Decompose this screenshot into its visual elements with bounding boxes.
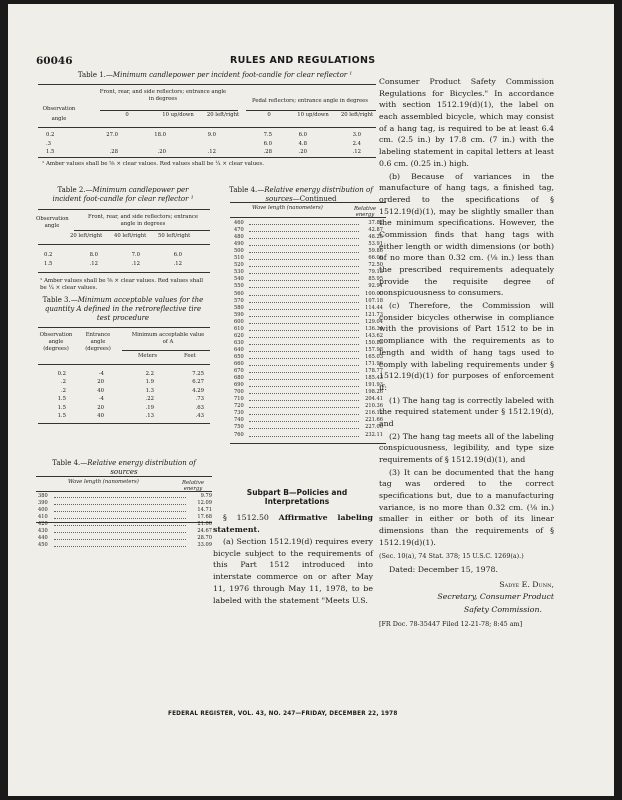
t4-leader	[249, 393, 359, 394]
t3-ent: -4	[98, 371, 104, 377]
t1-front-group: Front, rear, and side reflectors; entrance angle in degrees	[99, 89, 227, 102]
t4-energy: 216.12	[365, 410, 383, 417]
t2-obs: 0.2	[44, 252, 53, 258]
t4-energy: 72.50	[368, 262, 383, 269]
t2-row-header: Observation angle	[36, 216, 69, 229]
t4a-leader	[54, 511, 186, 512]
t4-energy: 92.91	[368, 283, 383, 290]
t4-wavelength: 620	[234, 332, 244, 339]
t3-meters: 1.3	[145, 387, 154, 394]
t4-wavelength: 550	[234, 283, 244, 290]
t4-energy: 107.18	[365, 297, 383, 304]
t4a-wavelength: 440	[38, 535, 48, 542]
t2-cell: .12	[89, 261, 98, 267]
t4-energy: 178.77	[365, 368, 383, 375]
t4-leader	[249, 421, 359, 422]
t1-cell: .12	[207, 149, 216, 155]
t4-wavelength: 720	[234, 403, 244, 410]
t3-obs: 0.2	[57, 371, 66, 377]
t4-wavelength: 490	[234, 241, 244, 248]
t4-energy: 198.26	[365, 389, 383, 396]
t4-leader	[249, 344, 359, 345]
t4-energy: 100.00	[365, 290, 383, 297]
t3-ent: 20	[97, 379, 104, 386]
t3-obs: 1.5	[57, 404, 66, 411]
t1-cell: 9.0	[207, 132, 216, 138]
t4-leader	[249, 407, 359, 408]
t1-cell: 18.0	[154, 132, 166, 138]
t4-wavelength: 540	[234, 276, 244, 283]
t3-col-group: Minimum acceptable value of A	[131, 332, 205, 345]
t1-cell: 27.0	[106, 132, 118, 138]
t1-cell: 7.5	[263, 132, 272, 138]
t4-energy: 157.98	[365, 346, 383, 353]
t4-wavelength: 460	[234, 220, 244, 226]
t4a-leader	[54, 504, 186, 505]
t2-col-group: Front, rear, and side reflectors; entrance angle in degrees	[88, 214, 198, 227]
t3-feet: .43	[195, 413, 204, 419]
t4-wavelength: 760	[234, 431, 244, 438]
t1-obs: 1.5	[46, 149, 55, 155]
t3-meters: 2.2	[145, 371, 154, 377]
table3-caption: Table 3.—Minimum acceptable values for the quantity A defined in the retroreflective tire test procedure	[42, 296, 204, 322]
t4a-energy: 21.00	[197, 521, 212, 528]
t4-leader	[249, 414, 359, 415]
t4-leader	[249, 365, 359, 366]
t4-energy: 48.25	[368, 234, 383, 241]
t2-footnote: ¹ Amber values shall be ⅝ × clear values. Red values shall be ¼ × clear values.	[40, 278, 204, 292]
t4-wavelength: 470	[234, 227, 244, 234]
t3-feet: 6.27	[192, 379, 204, 386]
t4-energy: 42.87	[368, 227, 383, 234]
t4-wavelength: 650	[234, 353, 244, 360]
t3-ent: 40	[97, 387, 104, 394]
t4a-wavelength: 410	[38, 514, 48, 521]
t4-leader	[249, 309, 359, 310]
t1-cell: .12	[352, 149, 361, 155]
t4-leader	[249, 428, 359, 429]
t1-obs: 0.2	[46, 132, 55, 138]
t4-leader	[249, 245, 359, 246]
t3-feet: .63	[195, 404, 204, 411]
t4-leader	[249, 280, 359, 281]
running-title: RULES AND REGULATIONS	[230, 55, 376, 66]
t4-energy: 191.93	[365, 382, 383, 389]
t4a-energy: 12.09	[197, 500, 212, 507]
t3-feet: .73	[195, 396, 204, 403]
t4-leader	[249, 400, 359, 401]
t4a-energy: 9.79	[200, 493, 212, 499]
t4-wavelength: 740	[234, 417, 244, 424]
t4-wavelength: 690	[234, 382, 244, 389]
t4-energy: 114.44	[365, 304, 383, 311]
t1-cell: 2.4	[352, 140, 361, 147]
t4-wavelength: 680	[234, 375, 244, 382]
t4-leader	[249, 330, 359, 331]
t4a-energy: 28.70	[197, 535, 212, 542]
t4-energy: 204.41	[365, 396, 383, 403]
page-footer: FEDERAL REGISTER, VOL. 43, NO. 247—FRIDAY, DECEMBER 22, 1978	[168, 711, 398, 717]
t4-wavelength: 570	[234, 297, 244, 304]
t4-wavelength: 700	[234, 389, 244, 396]
t1-row-header: Observation angle	[42, 106, 76, 123]
t3-feet: 7.25	[192, 371, 204, 377]
subpart-heading: Subpart B—Policies and Interpretations	[246, 488, 348, 507]
t4a-energy: 33.09	[197, 542, 212, 549]
t4a-wavelength: 420	[38, 521, 48, 528]
t4-leader	[249, 287, 359, 288]
t3-meters: .13	[145, 413, 154, 419]
t1-cell: 3.0	[352, 132, 361, 138]
t3-feet: 4.29	[192, 387, 204, 394]
t4-wavelength: 630	[234, 339, 244, 346]
t4a-wavelength: 450	[38, 542, 48, 549]
t4-leader	[249, 266, 359, 267]
t3-col-ent: Entrance angle (degrees)	[85, 332, 111, 352]
t3-col-obs: Observation angle (degrees)	[39, 332, 73, 352]
t4-energy: 185.43	[365, 375, 383, 382]
t4a-leader	[54, 546, 186, 547]
t4-wavelength: 500	[234, 248, 244, 255]
t4a-wavelength: 430	[38, 528, 48, 535]
t4-energy: 59.86	[368, 248, 383, 255]
t4-wavelength: 510	[234, 255, 244, 262]
page-number: 60046	[36, 55, 73, 67]
t4a-energy: 17.68	[197, 514, 212, 521]
t4-wavelength: 600	[234, 318, 244, 325]
t4-energy: 136.34	[365, 325, 383, 332]
t4-leader	[249, 323, 359, 324]
t4a-wavelength: 380	[38, 493, 48, 499]
t4-energy: 165.03	[365, 353, 383, 360]
t4-wavelength: 530	[234, 269, 244, 276]
t4a-wavelength: 390	[38, 500, 48, 507]
t4-wavelength: 610	[234, 325, 244, 332]
table4-caption: Table 4.—Relative energy distribution of sources	[52, 459, 196, 476]
t2-cell: 7.0	[131, 252, 140, 258]
t4-wavelength: 730	[234, 410, 244, 417]
para-a: (a) Section 1512.19(d) requires every bicycle subject to the requirements of this Part 1512 introduced into interstate commerce on or after May 11, 1976 through May 11, 1978, to be labeled with the statement "Meets U.S.	[213, 536, 373, 605]
document-page: 60046 RULES AND REGULATIONS Table 1.—Minimum candlepower per incident foot-candle for clear reflector ¹ Front, rear, and side reflectors; entrance angle in degrees Pedal reflectors; entrance angle in degrees Observation angle 0 10 up/down 20 left/right 0 10 up/down 20 left/right ¹ Amber values shall be ⅝ × clear values. Red values shall be ¼ × clear values. Table 2.—Minimum candlepower per incident foot-candle for clear reflector ¹ Observation angle Front, rear, and side reflectors; entrance angle in degrees 20 left/right 40 left/right 50 left/right ¹ Amber values shall be ⅝ × clear values. Red values shall be ¼ × clear values. Table 3.—Minimum acceptable values for the quantity A defined in the retroreflective tire test procedure Observation angle (degrees) Entrance angle (degrees) Minimum acceptable value of A Meters Feet Table 4.—Relative energy distribution of sources—Continued Wave length (nanometers) Relative energy Table 4.—Relative energy distribution of sources Wave length (nanometers) Relative energy Subpart B—Policies and Interpretations § 1512.50 Affirmative labeling statement. (a) Section 1512.19(d) requires every bicycle subject to the requirements of this Part 1512 introduced into interstate commerce on or after May 11, 1976 through May 11, 1978, to be labeled with the statement "Meets U.S. Consumer Product Safety Commission Regulations for Bicycles." In accordance with section 1512.19(d)(1), the label on each assembled bicycle, which may consist of a hang tag, is required to be at least 6.4 cm. (2.5 in.) by 17.8 cm. (7 in.) with the labeling statement in capital letters at least 0.6 cm. (0.25 in.) high. (b) Because of variances in the manufacture of hang tags, a finished tag, ordered to the specifications of § 1512.19(d)(1), may be slightly smaller than the minimum specifications. However, the Commission finds that hang tags with either length or width dimensions (or both) of no more than 0.32 cm. (⅛ in.) less than the prescribed requirements adequately provide the requisite degree of conspicuousness to consumers. (c) Therefore, the Commission will consider bicycles otherwise in compliance with the provisions of Part 1512 to be in compliance with the requirements as to length and width of hang tags used to comply with labeling requirements under § 1512.19(d)(1) for purposes of enforcement if: (1) The hang tag is correctly labeled with the required statement under § 1512.19(d), and (2) The hang tag meets all of the labeling conspicuousness, legibility, and type size requirements of § 1512.19(d)(1), and (3) It can be documented that the hang tag was ordered to the correct specifications but, due to a manufacturing variance, is no more than 0.32 cm. (⅛ in.) smaller in either or both of its linear dimensions than the requirements of § 1512.19(d)(1). (Sec. 10(a), 74 Stat. 378; 15 U.S.C. 1269(a).) Dated: December 15, 1978. Sadye E. Dunn, Secretary, Consumer Product Safety Commission. [FR Doc. 78-35447 Filed 12-21-78; 8:45 am] FEDERAL REGISTER, VOL. 43, NO. 247—FRIDAY, DECEMBER 22, 1978 0.2 27.0 18.0 9.0 7.5 6.0 3.0 .3 6.0 4.8 2.4 1.5 .28 .20 .12 .28 .20 .12 0.2 8.0 7.0 6.0 1.5 .12 .12 .12 0.2 -4 2.2 7.25 .2 20 1.9 6.27 .2 40 1.3 4.29 1.5 -4 .22 .73 1.5 20 .19 .63 1.5 40 .13 .43 460 37.82 470 42.87 480 48.25 490 53.91 500 59.86 510 66.06 520 72.50 530 79.13 540 85.95 550 92.91 560 100.00 570 107.18 580 114.44 590 121.73 600 129.04 610 136.34 620 143.62 630 150.83 640 157.98 650 165.03 660 171.96 670 178.77 680 185.43 690 191.93 700 198.26 710 204.41 720 210.36 730 216.12 740 221.66 750 227.00 760 232.11 380 9.79 390 12.09 400 14.71 410 17.68 420 21.00 430 24.67 440 28.70 450 33.09	[8, 4, 614, 796]
t4-leader	[249, 302, 359, 303]
t4-wavelength: 750	[234, 424, 244, 431]
table4-cont-caption: Table 4.—Relative energy distribution of sources—Continued	[229, 186, 373, 203]
t1-cell: .20	[298, 149, 307, 155]
t4-leader	[249, 273, 359, 274]
t4-leader	[249, 224, 359, 225]
t4-energy: 37.82	[368, 220, 383, 226]
t4-leader	[249, 231, 359, 232]
t4-energy: 171.96	[365, 361, 383, 367]
t3-obs: 1.5	[57, 413, 66, 419]
t4-energy: 150.83	[365, 339, 383, 346]
t2-obs: 1.5	[44, 261, 53, 267]
table1-caption: Table 1.—Minimum candlepower per incident foot-candle for clear reflector ¹	[77, 71, 353, 79]
t4-wavelength: 480	[234, 234, 244, 241]
t4-energy: 210.36	[365, 403, 383, 410]
fr-doc: [FR Doc. 78-35447 Filed 12-21-78; 8:45 am]	[379, 619, 523, 628]
t4-leader	[249, 379, 359, 380]
t4a-leader	[54, 518, 186, 519]
t4a-wavelength: 400	[38, 507, 48, 514]
t1-cell: .28	[109, 149, 118, 155]
section-1512-50: § 1512.50 Affirmative labeling statement. (a) Section 1512.19(d) requires every bicycle subject to the requirements of this Part 1512 introduced into interstate commerce on or after May 11, 1976 through May 11, 1978, to be labeled with the statement "Meets U.S.	[213, 513, 374, 605]
t4a-energy: 24.67	[197, 528, 212, 535]
t4-leader	[249, 259, 359, 260]
t4-leader	[249, 372, 359, 373]
t4-leader	[249, 351, 359, 352]
t4-leader	[249, 295, 359, 296]
t4-wavelength: 590	[234, 311, 244, 318]
t2-cell: .12	[173, 261, 182, 267]
t1-footnote: ¹ Amber values shall be ⅝ × clear values. Red values shall be ¼ × clear values.	[42, 161, 265, 167]
t1-cell: .20	[157, 149, 166, 155]
t4-leader	[249, 238, 359, 239]
t1-cell: .28	[263, 149, 272, 155]
t1-cell: 6.0	[263, 140, 272, 147]
t4-leader	[249, 316, 359, 317]
t3-ent: 20	[97, 404, 104, 411]
t3-ent: -4	[98, 396, 104, 403]
t2-cell: 8.0	[89, 252, 98, 258]
t4-wavelength: 640	[234, 346, 244, 353]
t4-energy: 129.04	[365, 318, 383, 325]
t3-ent: 40	[97, 413, 104, 419]
t3-obs: .2	[60, 387, 66, 394]
t4-leader	[249, 386, 359, 387]
signer: Sadye E. Dunn,	[499, 579, 554, 589]
t4-wavelength: 670	[234, 368, 244, 375]
t3-meters: 1.9	[145, 379, 154, 386]
t4-leader	[249, 436, 359, 437]
t4a-leader	[54, 497, 186, 498]
t4-energy: 143.62	[365, 332, 383, 339]
t4-energy: 121.73	[365, 311, 383, 318]
t1-cell: 6.0	[298, 132, 307, 138]
t4-wavelength: 560	[234, 290, 244, 297]
t2-cell: 6.0	[173, 252, 182, 258]
t4-wavelength: 660	[234, 361, 244, 367]
t4-energy: 85.95	[368, 276, 383, 283]
table2-caption: Table 2.—Minimum candlepower per incident foot-candle for clear reflector ¹	[52, 186, 194, 203]
t3-obs: .2	[60, 379, 66, 386]
t4-wavelength: 520	[234, 262, 244, 269]
t4-leader	[249, 337, 359, 338]
t1-obs: .3	[46, 140, 52, 147]
t4a-energy: 14.71	[197, 507, 212, 514]
t1-pedal-group: Pedal reflectors; entrance angle in degrees	[252, 98, 368, 104]
t4-energy: 227.00	[365, 424, 383, 431]
t4-energy: 232.11	[365, 431, 383, 438]
t4a-leader	[54, 539, 186, 540]
t3-meters: .22	[145, 396, 154, 403]
t4-wavelength: 580	[234, 304, 244, 311]
t3-meters: .19	[145, 404, 154, 411]
t4-energy: 53.91	[368, 241, 383, 248]
t2-cell: .12	[131, 261, 140, 267]
t4a-leader	[54, 532, 186, 533]
t4-leader	[249, 252, 359, 253]
t4-leader	[249, 358, 359, 359]
t1-cell: 4.8	[298, 140, 307, 147]
right-column-text: Consumer Product Safety Commission Regulations for Bicycles." In accordance with section 1512.19(d)(1), the label on each assembled bicycle, which may consist of a hang tag, is required to be at least 6.4 cm. (2.5 in.) by 17.8 cm. (7 in.) with the labeling statement in capital letters at least 0.6 cm. (0.25 in.) high. (b) Because of variances in the manufacture of hang tags, a finished tag, ordered to the specifications of § 1512.19(d)(1), may be slightly smaller than the minimum specifications. However, the Commission finds that hang tags with either length or width dimensions (or both) of no more than 0.32 cm. (⅛ in.) less than the prescribed requirements adequately provide the requisite degree of conspicuousness to consumers. (c) Therefore, the Commission will consider bicycles otherwise in compliance with the provisions of Part 1512 to be in compliance with the requirements as to length and width of hang tags used to comply with labeling requirements under § 1512.19(d)(1) for purposes of enforcement if: (1) The hang tag is correctly labeled with the required statement under § 1512.19(d), and (2) The hang tag meets all of the labeling conspicuousness, legibility, and type size requirements of § 1512.19(d)(1), and (3) It can be documented that the hang tag was ordered to the correct specifications but, due to a manufacturing variance, is no more than 0.32 cm. (⅛ in.) smaller in either or both of its linear dimensions than the requirements of § 1512.19(d)(1). (Sec. 10(a), 74 Stat. 378; 15 U.S.C. 1269(a).) Dated: December 15, 1978. Sadye E. Dunn, Secretary, Consumer Product Safety Commission. [FR Doc. 78-35447 Filed 12-21-78; 8:45 am]	[379, 77, 554, 628]
t4-energy: 66.06	[368, 255, 383, 262]
t4-wavelength: 710	[234, 396, 244, 403]
t4-energy: 79.13	[368, 269, 383, 276]
t3-obs: 1.5	[57, 396, 66, 403]
t4a-leader	[54, 525, 186, 526]
t4-energy: 221.66	[365, 417, 383, 424]
